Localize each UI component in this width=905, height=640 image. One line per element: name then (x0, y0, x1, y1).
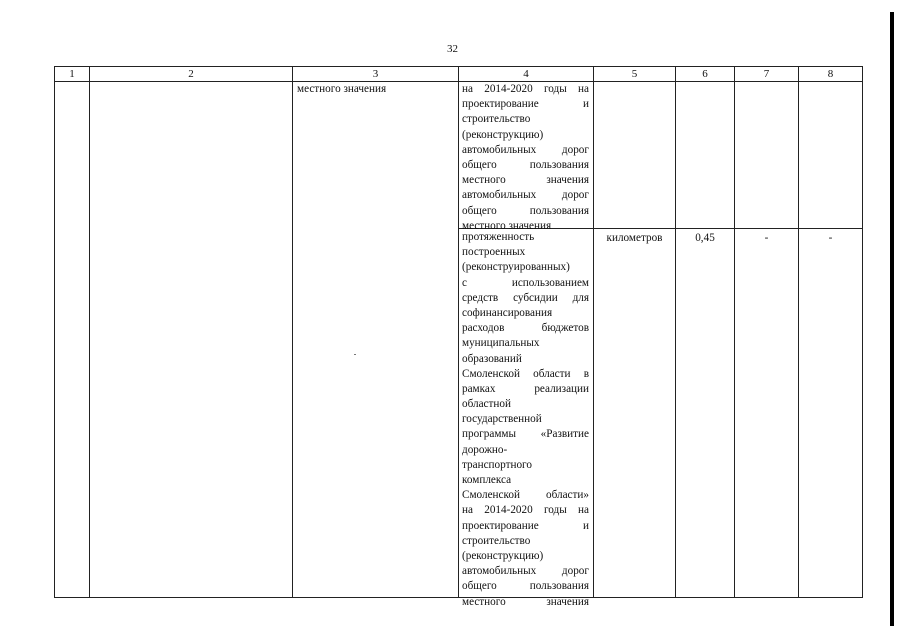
table-cell-row2-col4 (462, 230, 589, 610)
header-cell-5: 5 (631, 68, 638, 80)
text-line: автомобильных дорог (462, 143, 589, 156)
text-line: проектирование и (462, 519, 589, 532)
text-line: (реконструкцию) (462, 549, 544, 562)
header-cell-4: 4 (523, 68, 529, 80)
column-divider (675, 67, 676, 597)
table-cell-col3: местного значения (297, 83, 387, 95)
text-line: софинансирования (462, 306, 553, 319)
text-line: общего пользования (462, 204, 589, 217)
column-divider (89, 67, 90, 597)
text-line: транспортного (462, 458, 532, 471)
scan-speck (354, 354, 356, 355)
text-line: на 2014-2020 годы на (462, 83, 589, 95)
scan-edge-bar (890, 12, 894, 626)
table-cell-row2-unit: километров (606, 232, 663, 244)
header-cell-7: 7 (763, 68, 770, 80)
text-line: расходов бюджетов (462, 322, 589, 335)
header-cell-6: 6 (702, 68, 708, 80)
text-line: строительство (462, 534, 531, 547)
text-line: протяженность (462, 231, 535, 243)
text-line: комплекса (462, 474, 512, 486)
text-line: (реконструкцию) (462, 128, 544, 141)
column-divider (798, 67, 799, 597)
text-line: дорожно- (462, 443, 508, 456)
text-line: государственной (462, 413, 542, 426)
header-cell-8: 8 (827, 68, 834, 80)
column-divider (593, 67, 594, 597)
text-line: строительство (462, 113, 531, 126)
table-cell-row2-value: 0,45 (695, 232, 715, 244)
table-cell-row1-col4 (462, 82, 589, 234)
text-line: автомобильных дорог (462, 565, 589, 578)
text-line: с использованием (462, 276, 589, 289)
header-cell-2: 2 (188, 68, 194, 80)
text-line: областной (462, 398, 511, 411)
text-line: автомобильных дорог (462, 189, 589, 202)
text-line: общего пользования (462, 580, 589, 593)
text-line: проектирование и (462, 98, 589, 111)
text-line: рамках реализации (462, 382, 589, 395)
text-line: построенных (462, 246, 526, 259)
page-number: 32 (447, 43, 458, 55)
header-cell-1: 1 (69, 68, 75, 80)
text-line: (реконструированных) (462, 261, 570, 274)
text-line: муниципальных (462, 337, 540, 350)
text-line: средств субсидии для (462, 291, 589, 304)
text-line: местного значения (462, 219, 552, 232)
text-line: программы «Развитие (462, 428, 589, 441)
header-cell-3: 3 (372, 68, 379, 80)
column-divider (292, 67, 293, 597)
text-line: общего пользования (462, 158, 589, 171)
text-line: местного значения (462, 595, 589, 608)
text-line: местного значения (462, 174, 589, 187)
text-line: образований (462, 352, 522, 365)
text-line: Смоленской области в (462, 367, 589, 380)
data-table (54, 66, 863, 608)
column-divider (458, 67, 459, 597)
column-divider (734, 67, 735, 597)
text-line: на 2014-2020 годы на (462, 504, 589, 517)
table-cell-row2-col8: - (828, 232, 833, 244)
text-line: Смоленской области» (462, 489, 589, 502)
table-cell-row2-col7: - (764, 232, 769, 244)
